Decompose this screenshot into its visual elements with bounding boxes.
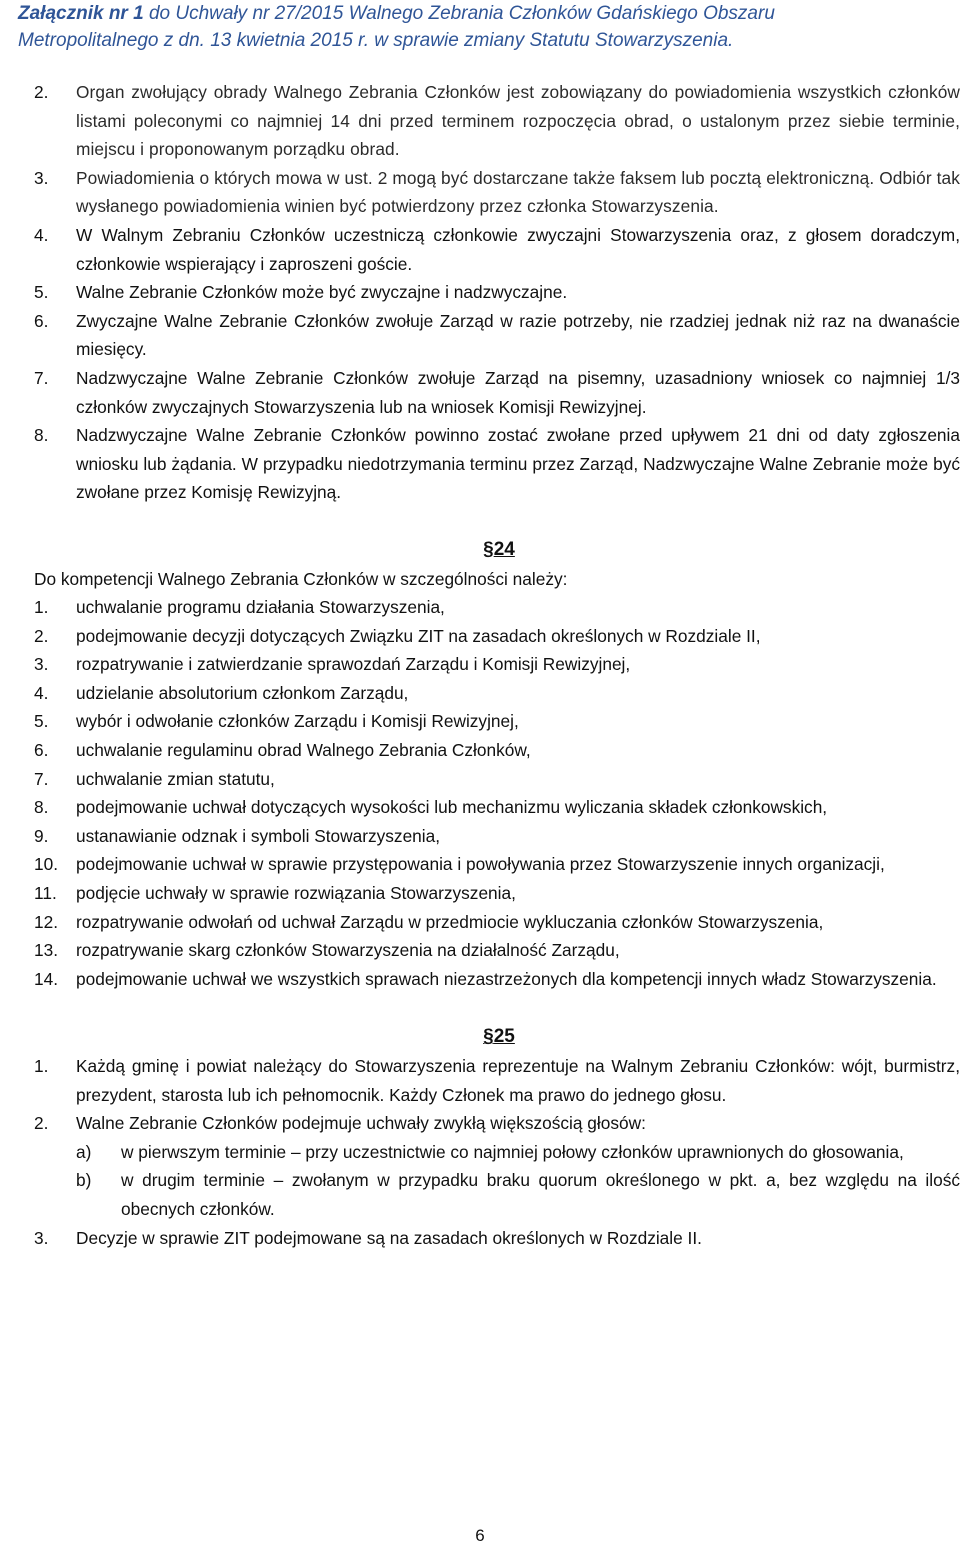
document-body [34,78,960,1252]
item-text: wybór i odwołanie członków Zarządu i Komisji Rewizyjnej, [76,711,519,732]
list-item [34,221,960,278]
item-text: podejmowanie uchwał dotyczących wysokości lub mechanizmu wyliczania składek członkowskich, [76,797,828,818]
header-line-1-rest: do Uchwały nr 27/2015 Walnego Zebrania Członków Gdańskiego Obszaru [143,3,775,24]
sub-item-letter: b) [76,1170,92,1191]
section-25-heading [38,1023,960,1052]
paragraph-symbol: § [483,538,494,560]
item-text: podjęcie uchwały w sprawie rozwiązania Stowarzyszenia, [76,883,516,904]
item-text: Walne Zebranie Członków podejmuje uchwały zwykłą większością głosów: [76,1113,646,1134]
list-item [34,736,960,765]
section-24-lead: Do kompetencji Walnego Zebrania Członków w szczególności należy: [34,568,568,589]
item-number: 5. [34,711,49,732]
item-number: 7. [34,768,49,789]
item-text: uchwalanie regulaminu obrad Walnego Zebrania Członków, [76,740,531,761]
list-item [34,707,960,736]
section-number: 25 [493,1026,515,1048]
list-item [34,622,960,651]
item-number: 2. [34,1113,49,1134]
list-item [34,364,960,421]
item-text: Decyzje w sprawie ZIT podejmowane są na zasadach określonych w Rozdziale II. [76,1227,702,1248]
item-text: Zwyczajne Walne Zebranie Członków zwołuje Zarząd w razie potrzeby, nie rzadziej jednak niż raz na dwanaście miesięcy. [76,310,960,360]
list-item [34,1224,960,1253]
list-item [34,421,960,507]
list-item [34,650,960,679]
item-number: 3. [34,167,49,188]
item-number: 10. [34,854,59,875]
item-text: uchwalanie programu działania Stowarzyszenia, [76,597,445,618]
item-number: 1. [34,1056,49,1076]
list-item [34,822,960,851]
item-number: 8. [34,425,49,446]
item-number: 3. [34,654,49,675]
item-text: rozpatrywanie i zatwierdzanie sprawozdań Zarządu i Komisji Rewizyjnej, [76,654,631,675]
item-number: 2. [34,82,49,102]
document-header [18,0,948,54]
item-number: 5. [34,282,49,303]
item-text: W Walnym Zebraniu Członków uczestniczą członkowie zwyczajni Stowarzyszenia oraz, z głosem doradczym, członkowie wspierający i zaproszeni goście. [76,224,960,274]
sub-list-item [76,1138,960,1167]
section-24-heading [38,536,960,565]
item-number: 8. [34,797,49,818]
list-item [34,1109,960,1138]
item-number: 3. [34,1227,49,1248]
list-item [34,936,960,965]
item-number: 6. [34,740,49,761]
list-item [34,1052,960,1109]
item-text: udzielanie absolutorium członkom Zarządu, [76,682,409,703]
sub-list-item [76,1166,960,1223]
item-number: 11. [34,883,57,904]
sub-item-text: w pierwszym terminie – przy uczestnictwie co najmniej połowy członków uprawnionych do głosowania, [121,1141,904,1162]
item-number: 1. [34,597,49,618]
item-number: 7. [34,367,49,388]
list-item [34,965,960,994]
header-line-2: Metropolitalnego z dn. 13 kwietnia 2015 r. w sprawie zmiany Statutu Stowarzyszenia. [18,30,734,51]
item-number: 4. [34,682,49,703]
item-number: 14. [34,968,59,989]
item-number: 9. [34,825,49,846]
header-line-1 [18,0,948,27]
list-item [34,164,960,221]
item-number: 12. [34,911,59,932]
item-text: Każdą gminę i powiat należący do Stowarzyszenia reprezentuje na Walnym Zebraniu Członków: wójt, burmistrz, prezydent, starosta lub ich pełnomocnik. Każdy Członek ma prawo do jednego głosu. [76,1056,960,1105]
list-item [34,793,960,822]
list-item [34,908,960,937]
item-text: podejmowanie uchwał w sprawie przystępowania i powoływania przez Stowarzyszenie innych organizacji, [76,854,885,875]
item-number: 4. [34,224,49,245]
paragraph-symbol: § [483,1026,494,1048]
item-text: ustanawianie odznak i symboli Stowarzyszenia, [76,825,441,846]
item-text: Nadzwyczajne Walne Zebranie Członków powinno zostać zwołane przed upływem 21 dni od daty zgłoszenia wniosku lub żądania. W przypadku niedotrzymania terminu przez Zarząd, Nadzwyczajne Walne Zebranie może być zwołane przez Komisję Rewizyjną. [76,425,960,503]
item-number: 6. [34,310,49,331]
item-text: rozpatrywanie odwołań od uchwał Zarządu w przedmiocie wykluczania członków Stowarzyszenia, [76,911,824,932]
attachment-label: Załącznik nr 1 [18,3,144,24]
page-number: 6 [475,1526,485,1545]
item-text: Organ zwołujący obrady Walnego Zebrania Członków jest zobowiązany do powiadomienia wszystkich członków listami poleconymi co najmniej 14 dni przed terminem rozpoczęcia obrad, o ustalonym przez siebie terminie, miejscu i proponowanym porządku obrad. [76,82,960,160]
list-item [34,78,960,164]
item-number: 2. [34,625,49,646]
list-item [34,850,960,879]
list-item [34,765,960,794]
item-text: Walne Zebranie Członków może być zwyczajne i nadzwyczajne. [76,282,568,303]
item-text: rozpatrywanie skarg członków Stowarzyszenia na działalność Zarządu, [76,940,620,961]
sub-item-letter: a) [76,1141,92,1162]
section-number: 24 [493,538,515,560]
list-item [34,278,960,307]
sub-item-text: w drugim terminie – zwołanym w przypadku braku quorum określonego w pkt. a, bez względu na ilość obecnych członków. [121,1170,960,1219]
list-item [34,307,960,364]
list-item [34,679,960,708]
item-number: 13. [34,940,59,961]
item-text: Nadzwyczajne Walne Zebranie Członków zwołuje Zarząd na pisemny, uzasadniony wniosek co najmniej 1/3 członków zwyczajnych Stowarzyszenia lub na wniosek Komisji Rewizyjnej. [76,367,960,417]
item-text: podejmowanie decyzji dotyczących Związku ZIT na zasadach określonych w Rozdziale II, [76,625,761,646]
item-text: Powiadomienia o których mowa w ust. 2 mogą być dostarczane także faksem lub pocztą elektroniczną. Odbiór tak wysłanego powiadomienia winien być potwierdzony przez członka Stowarzyszenia. [76,167,960,217]
item-text: uchwalanie zmian statutu, [76,768,275,789]
list-item [34,879,960,908]
item-text: podejmowanie uchwał we wszystkich sprawach niezastrzeżonych dla kompetencji innych władz Stowarzyszenia. [76,968,937,989]
list-item [34,593,960,622]
